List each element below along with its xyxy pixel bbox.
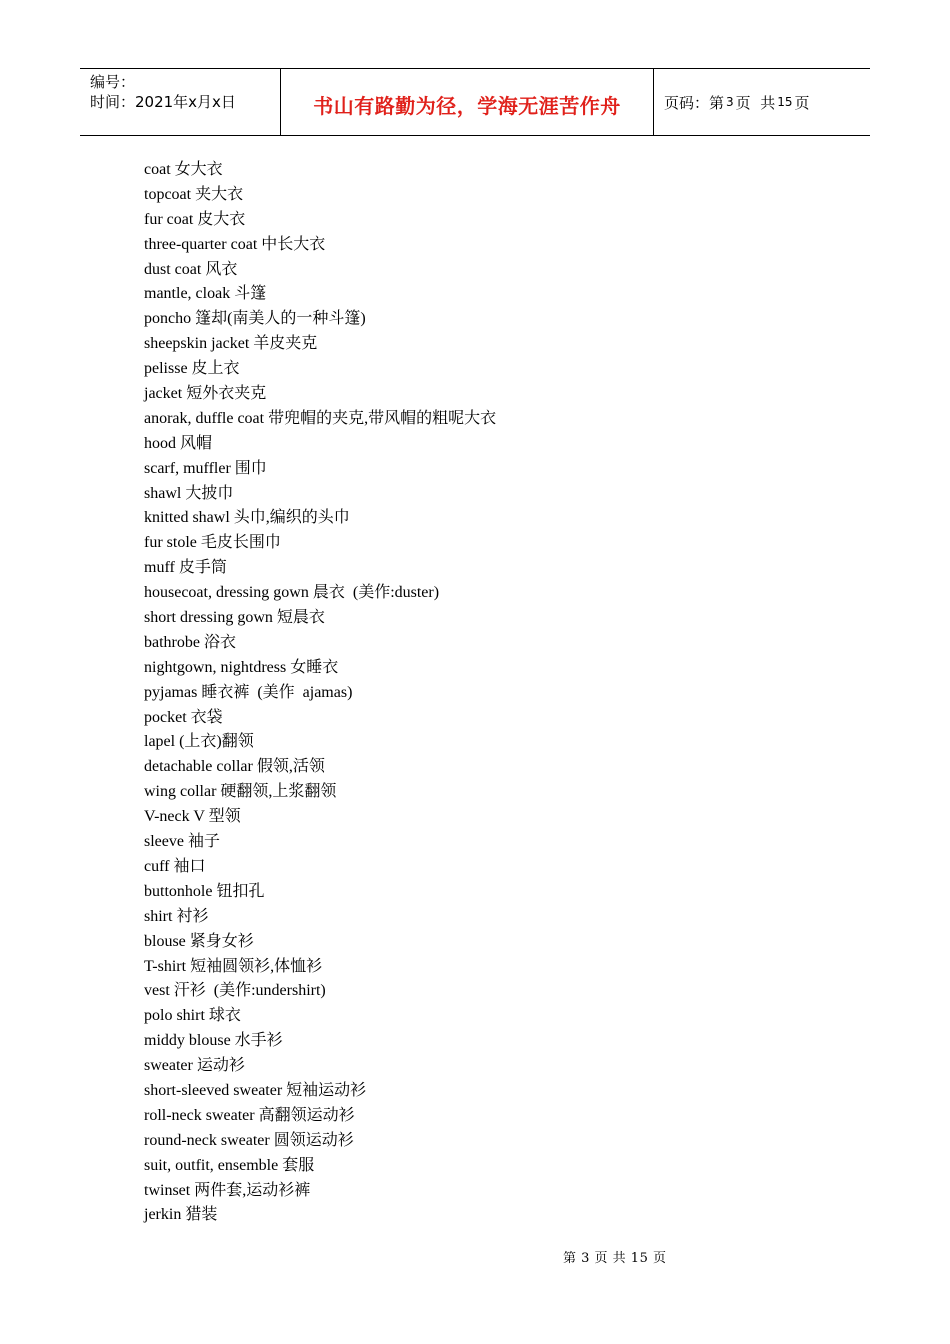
vocabulary-entry: bathrobe 浴衣: [144, 633, 236, 651]
vocabulary-entry: blouse 紧身女衫: [144, 932, 254, 950]
vocabulary-list: [144, 158, 496, 1228]
vocabulary-entry: buttonhole 钮扣孔: [144, 882, 265, 900]
vocabulary-entry: wing collar 硬翻领,上浆翻领: [144, 783, 337, 801]
page-end: 页: [794, 93, 810, 112]
vocabulary-entry: short-sleeved sweater 短袖运动衫: [144, 1081, 367, 1099]
vocabulary-entry: shirt 衬衫: [144, 907, 209, 925]
vocabulary-entry: fur stole 毛皮长围巾: [144, 534, 281, 552]
vocabulary-entry: poncho 篷却(南美人的一种斗篷): [144, 310, 366, 328]
vocabulary-entry: suit, outfit, ensemble 套服: [144, 1156, 315, 1174]
vocabulary-entry: middy blouse 水手衫: [144, 1032, 283, 1050]
vocabulary-entry: T-shirt 短袖圆领衫,体恤衫: [144, 957, 323, 975]
vocabulary-entry: detachable collar 假领,活领: [144, 758, 325, 776]
vocabulary-entry: polo shirt 球衣: [144, 1007, 241, 1025]
vocabulary-entry: topcoat 夹大衣: [144, 185, 244, 203]
page-current: 3: [726, 95, 734, 109]
vocabulary-entry: shawl 大披巾: [144, 484, 234, 502]
page-mid: 页 共: [735, 93, 776, 112]
vocabulary-entry: anorak, duffle coat 带兜帽的夹克,带风帽的粗呢大衣: [144, 409, 497, 427]
vocabulary-entry: pocket 衣袋: [144, 708, 223, 726]
header-motto-cell: [281, 69, 654, 135]
vocabulary-entry: sleeve 袖子: [144, 833, 220, 851]
vocabulary-entry: sweater 运动衫: [144, 1057, 245, 1075]
vocabulary-entry: V-neck V 型领: [144, 808, 241, 826]
vocabulary-entry: three-quarter coat 中长大衣: [144, 235, 326, 253]
vocabulary-entry: lapel (上衣)翻领: [144, 733, 254, 751]
vocabulary-entry: jerkin 猎装: [144, 1206, 218, 1224]
vocabulary-entry: roll-neck sweater 高翻领运动衫: [144, 1106, 355, 1124]
vocabulary-entry: pyjamas 睡衣裤 (美作 ajamas): [144, 683, 353, 701]
vocabulary-entry: scarf, muffler 围巾: [144, 459, 267, 477]
date-label: 时间：2021年x月x日: [90, 93, 236, 111]
header-info-cell: [80, 69, 281, 135]
vocabulary-entry: fur coat 皮大衣: [144, 210, 246, 228]
vocabulary-entry: round-neck sweater 圆领运动衫: [144, 1131, 354, 1149]
vocabulary-entry: jacket 短外衣夹克: [144, 385, 267, 403]
vocabulary-entry: hood 风帽: [144, 434, 213, 452]
vocabulary-entry: housecoat, dressing gown 晨衣 (美作:duster): [144, 584, 440, 602]
vocabulary-entry: twinset 两件套,运动衫裤: [144, 1181, 311, 1199]
vocabulary-entry: pelisse 皮上衣: [144, 360, 240, 378]
page-header: [80, 68, 870, 136]
vocabulary-entry: short dressing gown 短晨衣: [144, 609, 325, 627]
vocabulary-entry: knitted shawl 头巾,编织的头巾: [144, 509, 350, 527]
vocabulary-entry: sheepskin jacket 羊皮夹克: [144, 335, 318, 353]
page-footer: 第 3 页 共 15 页: [563, 1251, 667, 1266]
vocabulary-entry: dust coat 风衣: [144, 260, 238, 278]
header-page-cell: [654, 69, 870, 135]
serial-number-label: 编号：: [90, 73, 136, 91]
vocabulary-entry: nightgown, nightdress 女睡衣: [144, 658, 339, 676]
page-label: 页码：第: [664, 93, 725, 112]
vocabulary-entry: vest 汗衫 (美作:undershirt): [144, 982, 326, 1000]
vocabulary-entry: cuff 袖口: [144, 857, 206, 875]
vocabulary-entry: muff 皮手筒: [144, 559, 227, 577]
vocabulary-entry: coat 女大衣: [144, 161, 223, 178]
vocabulary-entry: mantle, cloak 斗篷: [144, 285, 267, 303]
page-total: 15: [777, 95, 793, 109]
motto-text: 书山有路勤为径，学海无涯苦作舟: [313, 93, 621, 118]
